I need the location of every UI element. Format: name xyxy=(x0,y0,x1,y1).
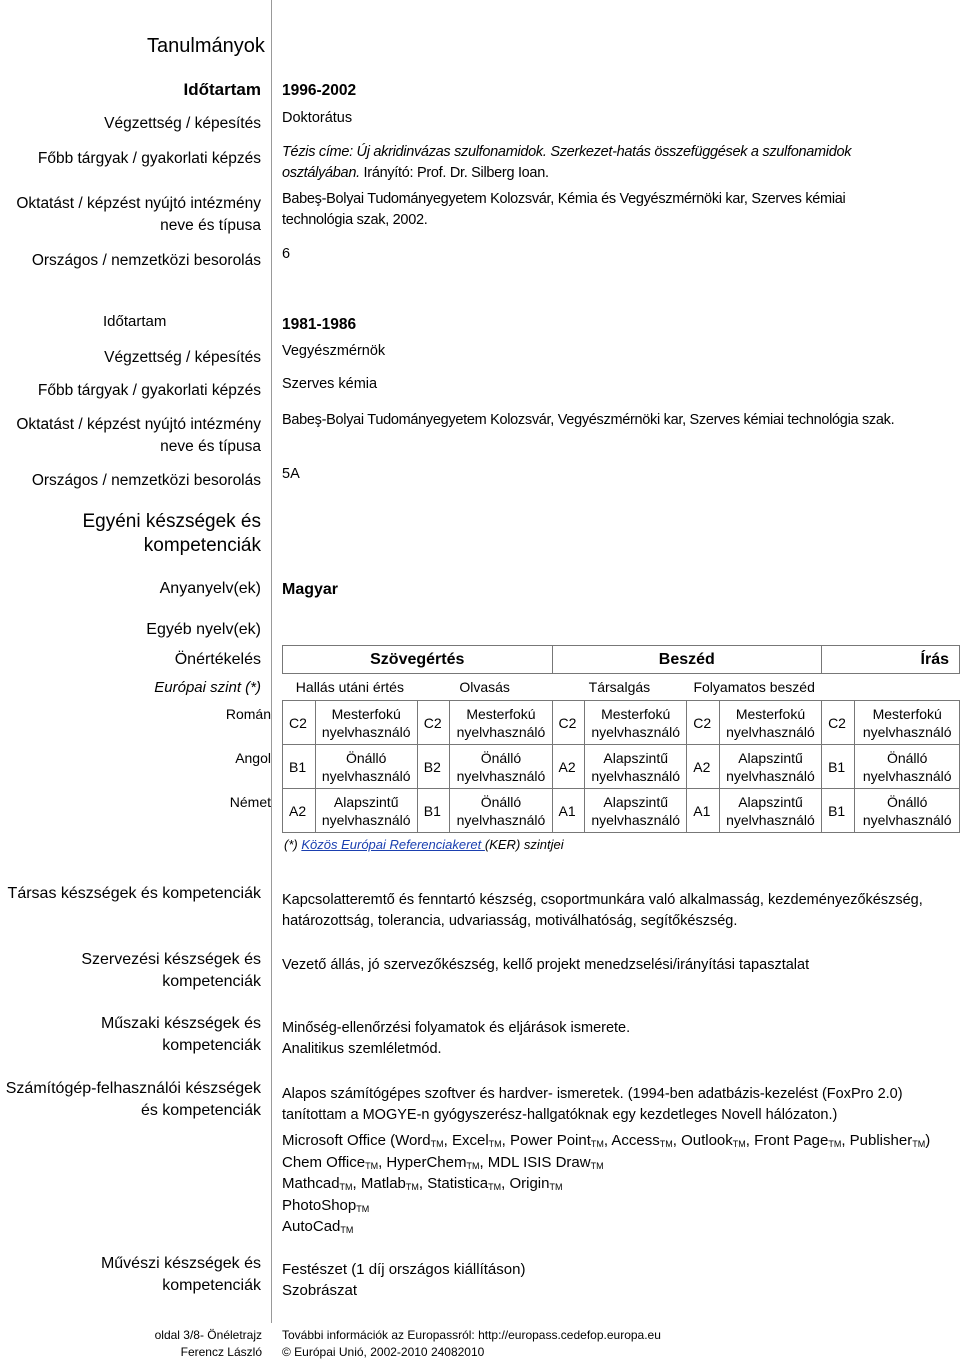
level-description-line2: nyelvhasználó xyxy=(726,767,815,784)
level-description-line1: Alapszintű xyxy=(603,749,669,766)
social-line2: határozottság, tolerancia, udvariasság, motiválhatóság, segítőkészség. xyxy=(282,913,738,929)
level-description-line1: Mesterfokú xyxy=(872,705,942,722)
language-name-english: Angol xyxy=(235,750,271,766)
section-heading: Tanulmányok xyxy=(147,35,265,57)
level-code: A2 xyxy=(687,745,720,789)
european-level-label: Európai szint (*) xyxy=(154,679,261,696)
level-code: B1 xyxy=(417,789,450,833)
edu2-period: 1981-1986 xyxy=(282,316,357,333)
edu2-level: 5A xyxy=(282,466,300,482)
level-code: A1 xyxy=(552,789,585,833)
level-description-line1: Önálló xyxy=(886,793,928,810)
software-line-chem: Chem Office™, HyperChem™, MDL ISIS Draw™ xyxy=(282,1153,604,1171)
edu1-subjects-line2: osztályában. xyxy=(282,165,360,181)
edu1-level: 6 xyxy=(282,246,291,262)
edu2-subjects-label: Főbb tárgyak / gyakorlati képzés xyxy=(37,382,261,399)
footer-more-info: További információk az Europassról: http://europass.cedefop.europa.eu xyxy=(282,1328,661,1342)
level-description xyxy=(315,745,417,789)
sub-interaction: Társalgás xyxy=(588,679,651,695)
column-divider xyxy=(271,0,272,1323)
footer-left xyxy=(0,1327,262,1361)
tech-label xyxy=(0,1013,261,1057)
level-description-line2: nyelvhasználó xyxy=(862,723,952,740)
computer-text xyxy=(282,1084,952,1126)
art-label-1: Művészi készségek és xyxy=(100,1255,261,1272)
art-line2: Szobrászat xyxy=(282,1282,358,1299)
level-code: A2 xyxy=(283,789,316,833)
tech-label-2: kompetenciák xyxy=(162,1037,261,1054)
language-row xyxy=(283,789,960,833)
edu1-level-label: Országos / nemzetközi besorolás xyxy=(31,252,261,269)
other-languages-label: Egyéb nyelv(ek) xyxy=(146,621,261,638)
mother-tongue-label: Anyanyelv(ek) xyxy=(159,580,261,597)
skills-title-1: Egyéni készségek és xyxy=(82,511,261,532)
edu1-subjects xyxy=(282,142,952,184)
level-description xyxy=(315,789,417,833)
sub-production: Folyamatos beszéd xyxy=(693,679,815,695)
level-description-line1: Önálló xyxy=(480,749,522,766)
computer-label-2: és kompetenciák xyxy=(140,1102,261,1119)
level-description xyxy=(315,701,417,745)
edu1-supervisor: Irányító: Prof. Dr. Silberg Ioan. xyxy=(359,165,549,181)
level-description-line1: Mesterfokú xyxy=(466,705,536,722)
level-description-line2: nyelvhasználó xyxy=(321,723,411,740)
edu2-subjects: Szerves kémia xyxy=(282,376,378,392)
level-description-line2: nyelvhasználó xyxy=(321,767,411,784)
software-line-autocad: AutoCad™ xyxy=(282,1218,354,1235)
language-name-romanian: Román xyxy=(225,706,271,722)
sub-writing-empty xyxy=(822,674,960,701)
level-description-line1: Alapszintű xyxy=(738,749,803,766)
language-table xyxy=(282,645,960,833)
language-name-german: Német xyxy=(229,794,271,810)
footer-name: Ferencz László xyxy=(180,1345,262,1359)
edu2-institution-label xyxy=(0,414,261,458)
edu1-institution xyxy=(282,189,952,231)
edu2-degree: Vegyészmérnök xyxy=(282,343,386,359)
edu2-level-label: Országos / nemzetközi besorolás xyxy=(31,472,261,489)
level-description xyxy=(719,789,821,833)
col-speaking: Beszéd xyxy=(552,646,822,674)
edu1-degree-label: Végzettség / képesítés xyxy=(104,115,261,132)
col-writing: Írás xyxy=(822,646,960,674)
level-description-line2: nyelvhasználó xyxy=(726,811,815,828)
level-description-line2: nyelvhasználó xyxy=(591,723,681,740)
language-row xyxy=(283,745,960,789)
level-code: A2 xyxy=(552,745,585,789)
tech-line2: Analitikus szemléletmód. xyxy=(282,1041,442,1057)
edu2-degree-label: Végzettség / képesítés xyxy=(104,349,261,366)
skills-title-2: kompetenciák xyxy=(143,535,261,556)
software-list xyxy=(282,1131,952,1239)
level-description-line2: nyelvhasználó xyxy=(456,767,546,784)
org-label xyxy=(0,949,261,993)
level-description-line1: Alapszintű xyxy=(603,793,669,810)
edu1-institution-line1: Babeş-Bolyai Tudományegyetem Kolozsvár, Kémia és Vegyészmérnöki kar, Szerves kémiai xyxy=(282,191,846,207)
sub-listening: Hallás utáni értés xyxy=(295,679,404,695)
software-line-photoshop: PhotoShop™ xyxy=(282,1196,370,1214)
edu1-period: 1996-2002 xyxy=(282,82,357,99)
self-assessment-label: Önértékelés xyxy=(174,651,261,668)
level-description xyxy=(585,789,687,833)
level-description-line1: Mesterfokú xyxy=(601,705,671,722)
footer-copyright: © Európai Unió, 2002-2010 24082010 xyxy=(282,1345,485,1359)
software-line-office: Microsoft Office (Word™, Excel™, Power Point™, Access™, Outlook™, Front Page™, Publisher™) xyxy=(282,1132,931,1149)
art-line1: Festészet (1 díj országos kiállításon) xyxy=(282,1261,526,1278)
level-description xyxy=(585,701,687,745)
social-text xyxy=(282,890,952,932)
org-label-1: Szervezési készségek és xyxy=(81,951,261,968)
org-text: Vezető állás, jó szervezőkészség, kellő projekt menedzselési/irányítási tapasztalat xyxy=(282,957,810,973)
footer-page: oldal 3/8- Önéletrajz xyxy=(154,1328,262,1342)
level-code: C2 xyxy=(283,701,316,745)
tech-label-1: Műszaki készségek és xyxy=(100,1015,261,1032)
mother-tongue: Magyar xyxy=(282,581,339,598)
tech-text xyxy=(282,1018,952,1060)
level-description xyxy=(450,745,552,789)
computer-line2: tanítottam a MOGYE-n gyógyszerész-hallgatóknak egy kezdetleges Novell hálózaton.) xyxy=(282,1107,838,1123)
edu1-degree: Doktorátus xyxy=(282,110,353,126)
computer-line1: Alapos számítógépes szoftver és hardver- ismeretek. (1994-ben adatbázis-kezelést (FoxPro 2.0) xyxy=(282,1086,903,1102)
level-description-line2: nyelvhasználó xyxy=(591,811,681,828)
level-description-line2: nyelvhasználó xyxy=(456,811,546,828)
level-description-line1: Alapszintű xyxy=(738,793,803,810)
cefr-note xyxy=(284,837,564,852)
level-code: C2 xyxy=(417,701,450,745)
level-code: C2 xyxy=(822,701,855,745)
level-description-line2: nyelvhasználó xyxy=(862,811,952,828)
level-code: B1 xyxy=(283,745,316,789)
edu2-institution: Babeş-Bolyai Tudományegyetem Kolozsvár, Vegyészmérnöki kar, Szerves kémiai technológia szak. xyxy=(282,412,895,428)
level-description xyxy=(855,745,960,789)
art-text xyxy=(282,1259,952,1301)
edu2-period-label: Időtartam xyxy=(103,313,167,330)
tech-line1: Minőség-ellenőrzési folyamatok és eljárások ismerete. xyxy=(282,1020,631,1036)
level-description-line2: nyelvhasználó xyxy=(862,767,952,784)
art-label xyxy=(0,1253,261,1297)
software-line-math: Mathcad™, Matlab™, Statistica™, Origin™ xyxy=(282,1175,563,1192)
level-description-line1: Önálló xyxy=(345,749,387,766)
level-description-line2: nyelvhasználó xyxy=(726,723,815,740)
level-description-line1: Önálló xyxy=(480,793,522,810)
level-description xyxy=(450,789,552,833)
level-code: B1 xyxy=(822,745,855,789)
level-description xyxy=(719,701,821,745)
level-description-line2: nyelvhasználó xyxy=(456,723,546,740)
footer-right xyxy=(282,1327,661,1361)
level-description xyxy=(855,789,960,833)
social-line1: Kapcsolatteremtő és fenntartó készség, csoportmunkára való alkalmasság, kezdeményezőkészség, xyxy=(282,892,923,908)
level-description xyxy=(450,701,552,745)
sub-reading: Olvasás xyxy=(459,679,510,695)
edu1-institution-line2: technológia szak, 2002. xyxy=(282,212,428,228)
level-description-line2: nyelvhasználó xyxy=(591,767,681,784)
art-label-2: kompetenciák xyxy=(162,1277,261,1294)
org-label-2: kompetenciák xyxy=(162,973,261,990)
edu2-institution-label-2: neve és típusa xyxy=(160,438,261,455)
level-description-line2: nyelvhasználó xyxy=(321,811,411,828)
level-description-line1: Mesterfokú xyxy=(331,705,401,722)
level-code: B2 xyxy=(417,745,450,789)
language-row xyxy=(283,701,960,745)
skills-title xyxy=(0,510,261,558)
level-description-line1: Önálló xyxy=(886,749,928,766)
level-description-line1: Mesterfokú xyxy=(735,705,806,722)
level-code: C2 xyxy=(552,701,585,745)
edu1-institution-label-2: neve és típusa xyxy=(160,217,261,234)
edu1-institution-label xyxy=(0,193,261,237)
level-code: C2 xyxy=(687,701,720,745)
edu1-subjects-line1: Tézis címe: Új akridinvázas szulfonamidok. Szerkezet-hatás összefüggések a szulfonamidok xyxy=(282,144,852,160)
computer-label-1: Számítógép-felhasználói készségek xyxy=(5,1080,261,1097)
computer-label xyxy=(0,1078,261,1122)
level-code: A1 xyxy=(687,789,720,833)
edu2-institution-label-1: Oktatást / képzést nyújtó intézmény xyxy=(16,416,261,433)
edu1-institution-label-1: Oktatást / képzést nyújtó intézmény xyxy=(16,195,261,212)
col-understanding: Szövegértés xyxy=(283,646,553,674)
edu1-period-label: Időtartam xyxy=(183,80,261,99)
level-description-line1: Alapszintű xyxy=(333,793,399,810)
cefr-note-suffix: (KER) szintjei xyxy=(484,837,564,852)
cefr-note-prefix: (*) xyxy=(284,837,302,852)
cefr-link[interactable]: Közös Európai Referenciakeret xyxy=(301,837,485,852)
level-description xyxy=(719,745,821,789)
level-description xyxy=(855,701,960,745)
level-code: B1 xyxy=(822,789,855,833)
social-label: Társas készségek és kompetenciák xyxy=(7,885,261,902)
level-description xyxy=(585,745,687,789)
edu1-subjects-label: Főbb tárgyak / gyakorlati képzés xyxy=(37,150,261,167)
